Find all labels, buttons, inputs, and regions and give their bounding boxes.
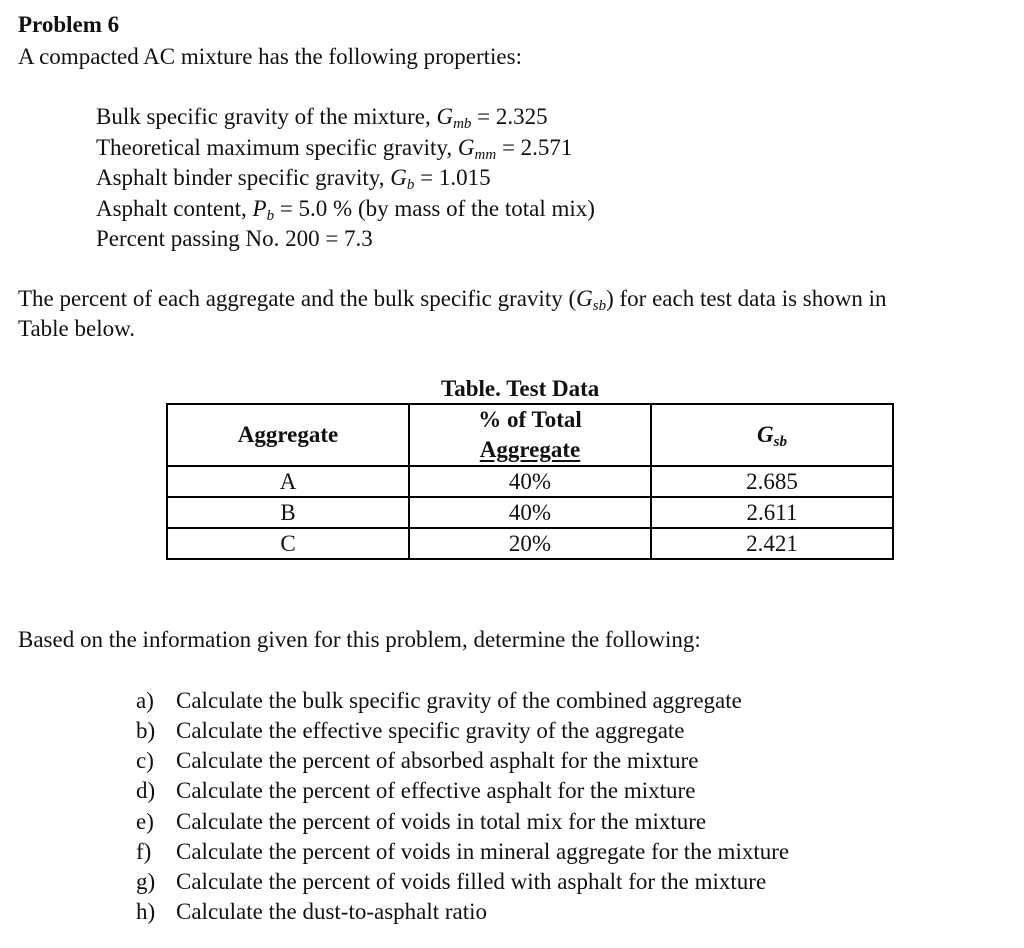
property-gmm: Theoretical maximum specific gravity, $G_{mm} = 2.571$	[96, 135, 573, 163]
problem-intro: A compacted AC mixture has the following properties:	[18, 44, 522, 69]
property-pb: Asphalt content, $P_b = 5.0$ % (by mass of the total mix)	[96, 196, 595, 224]
cell-gsb: 2.421	[651, 528, 893, 559]
cell-aggregate: A	[167, 466, 409, 497]
property-passing-200: Percent passing No. 200 = 7.3	[96, 226, 373, 251]
list-item: a) Calculate the bulk specific gravity of the combined aggregate	[136, 688, 742, 713]
list-item: d) Calculate the percent of effective asphalt for the mixture	[136, 778, 696, 803]
list-item: g) Calculate the percent of voids filled with asphalt for the mixture	[136, 869, 767, 894]
table-caption: Table. Test Data	[441, 376, 600, 401]
table-intro-line2: Table below.	[18, 316, 135, 341]
table-row	[167, 466, 893, 497]
list-item: h) Calculate the dust-to-asphalt ratio	[136, 899, 488, 924]
test-data-table	[166, 403, 894, 560]
cell-aggregate: C	[167, 528, 409, 559]
property-gb: Asphalt binder specific gravity, $G_b = 1.015$	[96, 165, 491, 193]
header-gsb: $G_{sb}$	[651, 404, 893, 466]
cell-gsb: 2.685	[651, 466, 893, 497]
table-row	[167, 497, 893, 528]
cell-gsb: 2.611	[651, 497, 893, 528]
property-gmb: Bulk specific gravity of the mixture, $G_{mb} = 2.325$	[96, 104, 548, 132]
cell-percent: 40%	[409, 466, 651, 497]
cell-percent: 20%	[409, 528, 651, 559]
table-row	[167, 528, 893, 559]
header-percent: % of Total Aggregate	[409, 404, 651, 466]
list-item: e) Calculate the percent of voids in total mix for the mixture	[136, 809, 707, 834]
problem-title: Problem 6	[18, 12, 120, 37]
list-item: f) Calculate the percent of voids in mineral aggregate for the mixture	[136, 839, 790, 864]
cell-percent: 40%	[409, 497, 651, 528]
list-item: c) Calculate the percent of absorbed asphalt for the mixture	[136, 748, 699, 773]
header-aggregate: Aggregate	[167, 404, 409, 466]
table-header-row	[167, 404, 893, 466]
table-intro-line1: The percent of each aggregate and the bulk specific gravity $(G_{sb})$ for each test data is shown in	[18, 286, 887, 314]
list-item: b) Calculate the effective specific gravity of the aggregate	[136, 718, 685, 743]
determine-text: Based on the information given for this problem, determine the following:	[18, 627, 701, 652]
cell-aggregate: B	[167, 497, 409, 528]
